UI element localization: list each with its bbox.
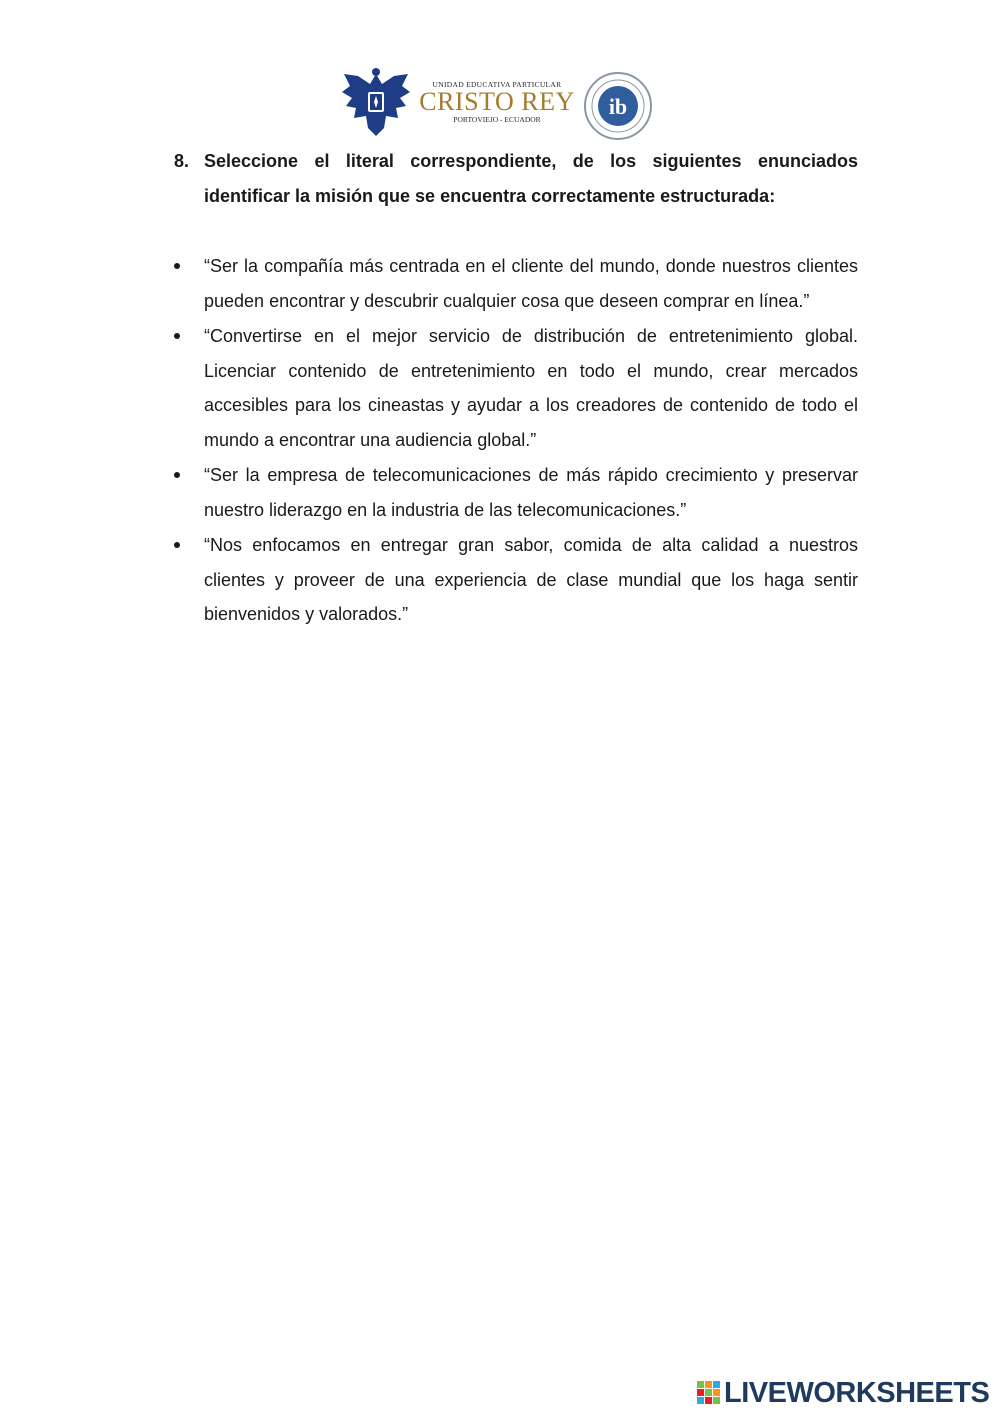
school-location: PORTOVIEJO - ECUADOR [453,115,541,124]
svg-text:ib: ib [608,94,628,119]
ib-world-school-icon [582,70,654,142]
eagle-crest-icon [340,66,412,140]
option-text: “Nos enfocamos en entregar gran sabor, comida de alta calidad a nuestros clientes y proveer de una experiencia de clase mundial que los haga sentir bienvenidos y valorados.” [204,535,858,624]
options-list [174,249,858,633]
list-item [174,458,858,527]
school-name-block [418,80,576,124]
option-text: “Convertirse en el mejor servicio de distribución de entretenimiento global. Licenciar contenido de entretenimiento en todo el mundo, crear mercados accesibles para los cineastas y ayudar a los creadores de contenido de todo el mundo a encontrar una audiencia global.” [204,326,858,450]
school-title: CRISTO REY [419,87,575,116]
option-text: “Ser la empresa de telecomunicaciones de más rápido crecimiento y preservar nuestro liderazgo en la industria de las telecomunicaciones.” [204,465,858,520]
page-header [340,66,660,142]
liveworksheets-logo-icon [697,1381,721,1405]
question-text: Seleccione el literal correspondiente, de los siguientes enunciados identificar la misión que se encuentra correctamente estructurada: [204,151,858,206]
bullet-icon [174,263,180,269]
list-item [174,249,858,318]
option-text: “Ser la compañía más centrada en el cliente del mundo, donde nuestros clientes pueden encontrar y descubrir cualquier cosa que deseen comprar en línea.” [204,256,858,311]
question-8 [174,144,858,214]
liveworksheets-brand: LIVEWORKSHEETS [724,1377,990,1409]
question-number: 8. [174,151,190,171]
bullet-icon [174,472,180,478]
list-item [174,319,858,457]
list-item [174,528,858,632]
bullet-icon [174,542,180,548]
bullet-icon [174,333,180,339]
school-subtitle: UNIDAD EDUCATIVA PARTICULAR [432,80,562,89]
